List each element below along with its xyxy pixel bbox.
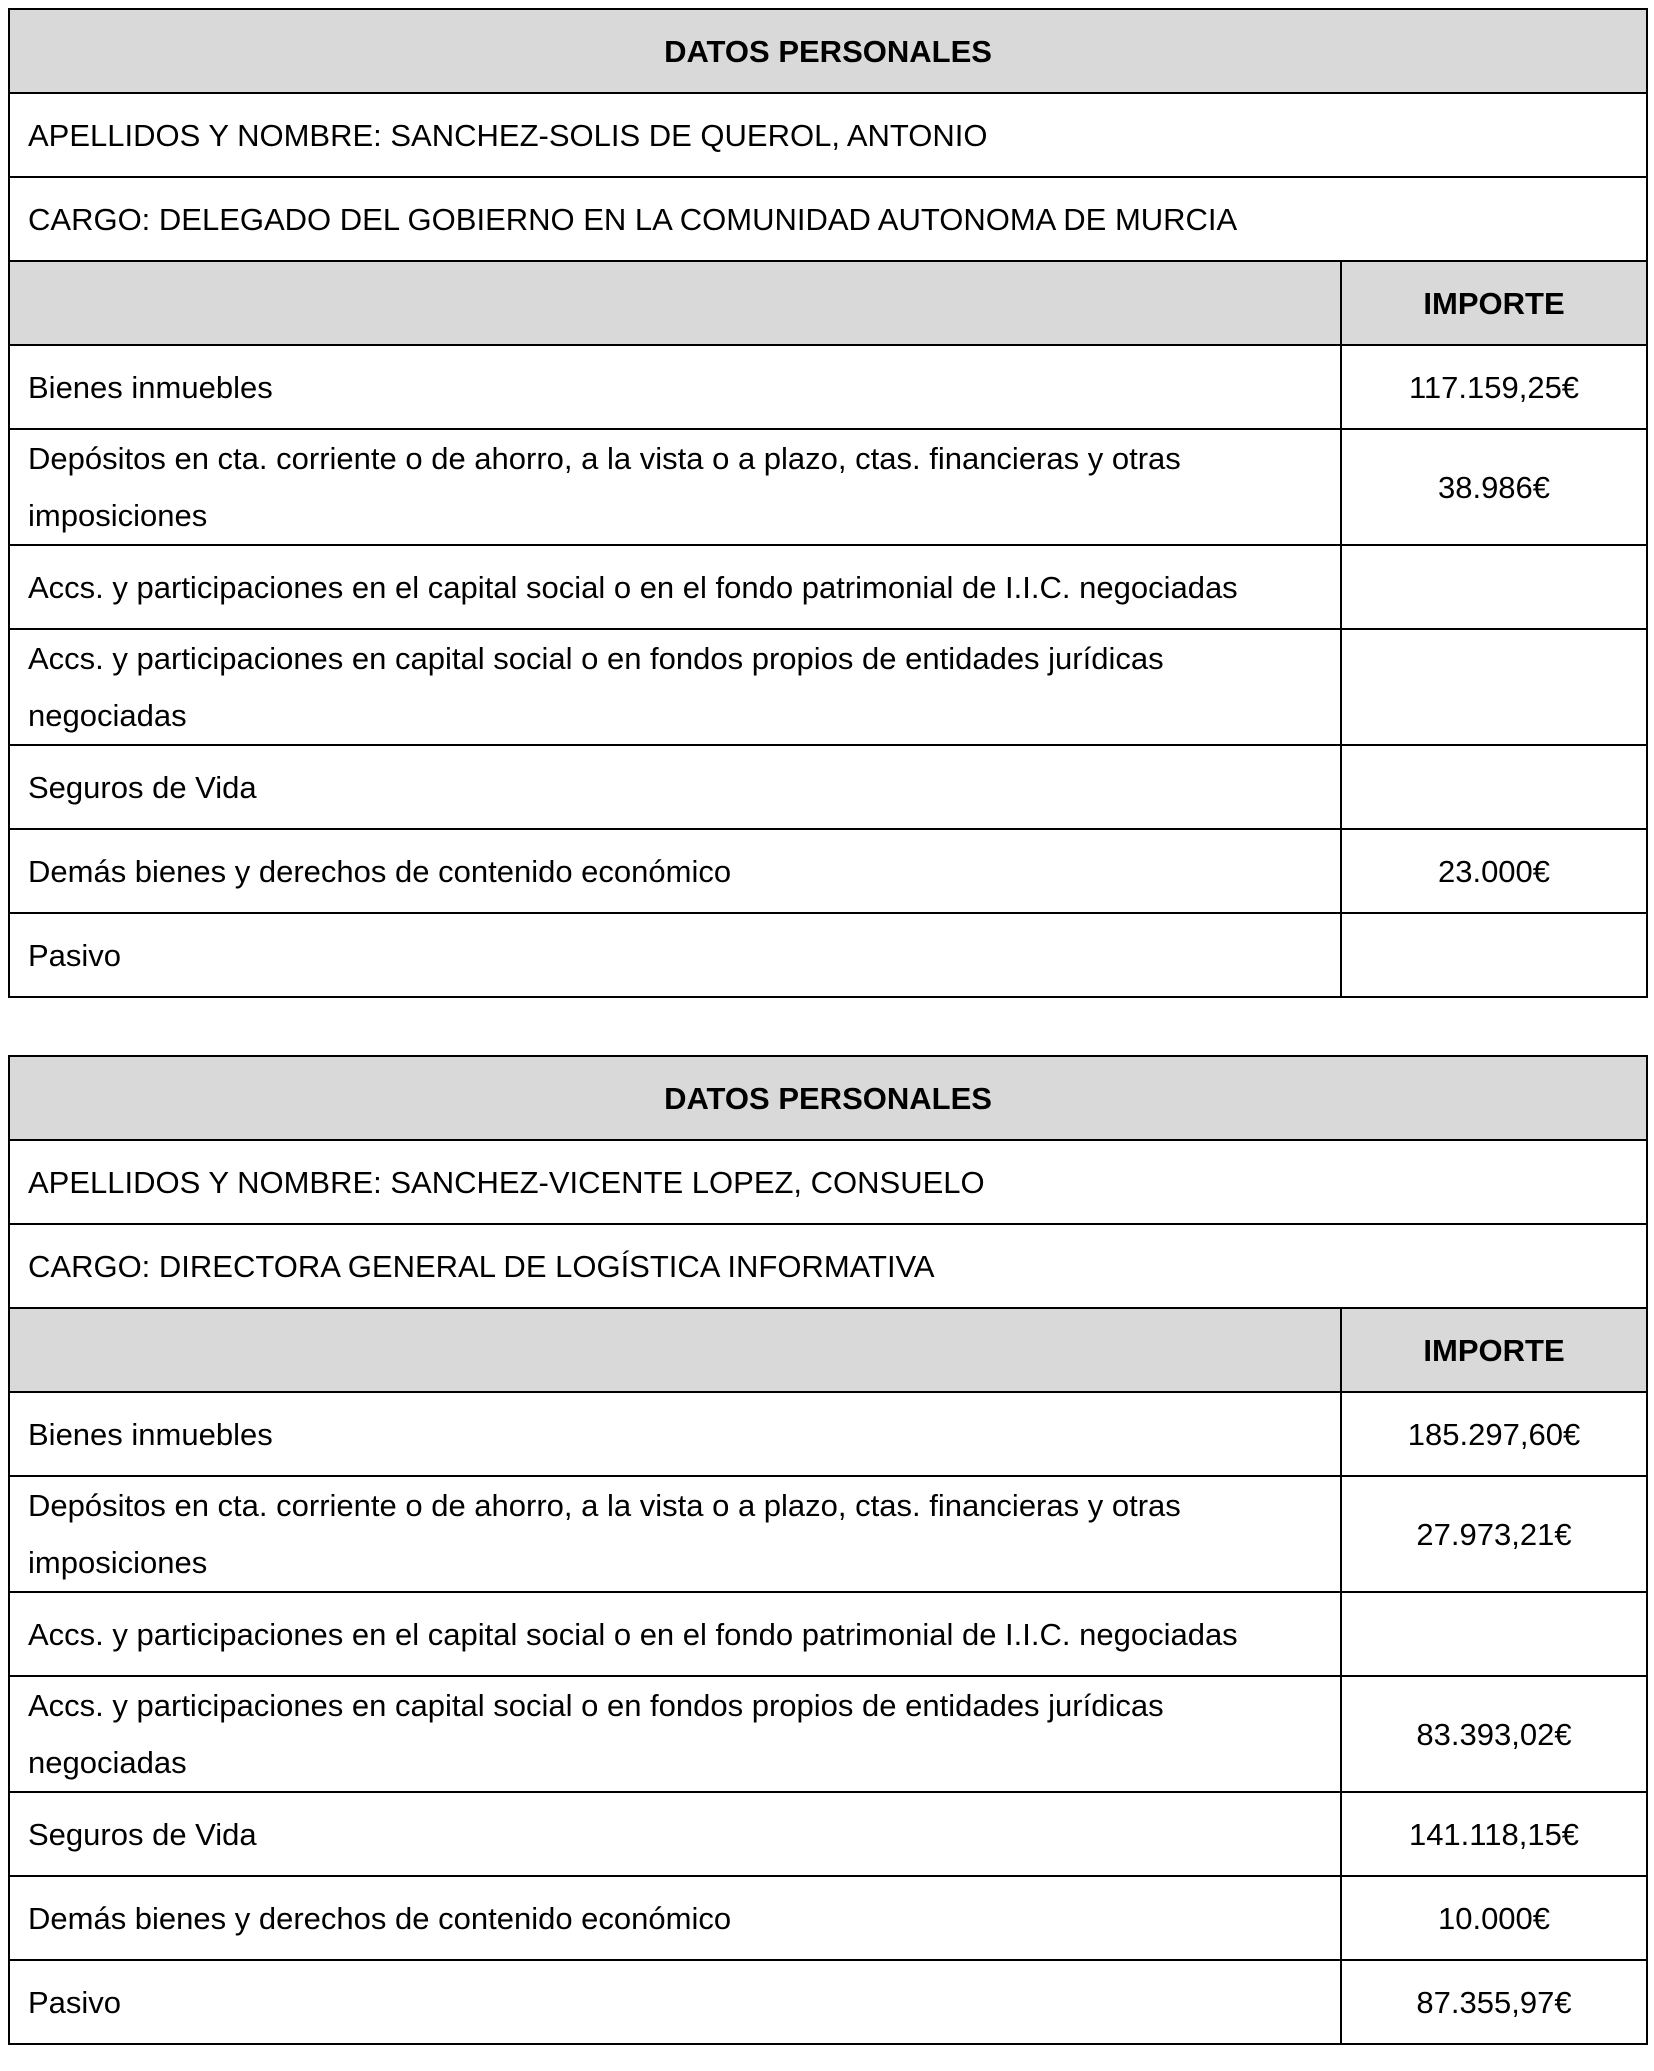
section-title-row bbox=[9, 9, 1647, 93]
row-concept: Demás bienes y derechos de contenido económico bbox=[9, 1876, 1341, 1960]
concept-header-empty bbox=[9, 261, 1341, 345]
row-concept: Seguros de Vida bbox=[9, 745, 1341, 829]
name-line: APELLIDOS Y NOMBRE: SANCHEZ-VICENTE LOPEZ, CONSUELO bbox=[9, 1140, 1647, 1224]
row-amount bbox=[1341, 913, 1647, 997]
table-row bbox=[9, 1876, 1647, 1960]
row-amount: 23.000€ bbox=[1341, 829, 1647, 913]
row-concept: Demás bienes y derechos de contenido económico bbox=[9, 829, 1341, 913]
cargo-row bbox=[9, 1224, 1647, 1308]
table-row bbox=[9, 1676, 1647, 1792]
table-row bbox=[9, 1476, 1647, 1592]
section-title: DATOS PERSONALES bbox=[9, 9, 1647, 93]
concept-header-empty bbox=[9, 1308, 1341, 1392]
declaration-table-2 bbox=[8, 1055, 1648, 2045]
amount-header: IMPORTE bbox=[1341, 261, 1647, 345]
table-row bbox=[9, 429, 1647, 545]
amount-header: IMPORTE bbox=[1341, 1308, 1647, 1392]
row-concept: Bienes inmuebles bbox=[9, 1392, 1341, 1476]
section-title: DATOS PERSONALES bbox=[9, 1056, 1647, 1140]
row-amount: 117.159,25€ bbox=[1341, 345, 1647, 429]
row-amount: 38.986€ bbox=[1341, 429, 1647, 545]
table-row bbox=[9, 545, 1647, 629]
row-amount bbox=[1341, 1592, 1647, 1676]
row-concept: Seguros de Vida bbox=[9, 1792, 1341, 1876]
row-amount: 185.297,60€ bbox=[1341, 1392, 1647, 1476]
row-concept: Accs. y participaciones en capital social o en fondos propios de entidades jurídicas negociadas bbox=[9, 1676, 1341, 1792]
table-row bbox=[9, 1392, 1647, 1476]
section-title-row bbox=[9, 1056, 1647, 1140]
row-amount: 27.973,21€ bbox=[1341, 1476, 1647, 1592]
table-row bbox=[9, 1792, 1647, 1876]
row-amount bbox=[1341, 745, 1647, 829]
row-concept: Bienes inmuebles bbox=[9, 345, 1341, 429]
table-row bbox=[9, 913, 1647, 997]
amount-header-row bbox=[9, 261, 1647, 345]
row-concept: Accs. y participaciones en el capital social o en el fondo patrimonial de I.I.C. negociadas bbox=[9, 545, 1341, 629]
row-amount: 141.118,15€ bbox=[1341, 1792, 1647, 1876]
declaration-table-1 bbox=[8, 8, 1648, 998]
table-row bbox=[9, 1592, 1647, 1676]
amount-header-row bbox=[9, 1308, 1647, 1392]
cargo-row bbox=[9, 177, 1647, 261]
row-amount: 87.355,97€ bbox=[1341, 1960, 1647, 2044]
row-concept: Pasivo bbox=[9, 913, 1341, 997]
row-amount: 10.000€ bbox=[1341, 1876, 1647, 1960]
row-concept: Depósitos en cta. corriente o de ahorro, a la vista o a plazo, ctas. financieras y otras imposiciones bbox=[9, 1476, 1341, 1592]
row-amount: 83.393,02€ bbox=[1341, 1676, 1647, 1792]
row-concept: Accs. y participaciones en el capital social o en el fondo patrimonial de I.I.C. negociadas bbox=[9, 1592, 1341, 1676]
row-amount bbox=[1341, 545, 1647, 629]
name-line: APELLIDOS Y NOMBRE: SANCHEZ-SOLIS DE QUEROL, ANTONIO bbox=[9, 93, 1647, 177]
name-row bbox=[9, 93, 1647, 177]
table-row bbox=[9, 345, 1647, 429]
table-row bbox=[9, 745, 1647, 829]
table-row bbox=[9, 829, 1647, 913]
row-amount bbox=[1341, 629, 1647, 745]
row-concept: Depósitos en cta. corriente o de ahorro, a la vista o a plazo, ctas. financieras y otras imposiciones bbox=[9, 429, 1341, 545]
name-row bbox=[9, 1140, 1647, 1224]
cargo-line: CARGO: DELEGADO DEL GOBIERNO EN LA COMUNIDAD AUTONOMA DE MURCIA bbox=[9, 177, 1647, 261]
row-concept: Accs. y participaciones en capital social o en fondos propios de entidades jurídicas negociadas bbox=[9, 629, 1341, 745]
table-row bbox=[9, 1960, 1647, 2044]
cargo-line: CARGO: DIRECTORA GENERAL DE LOGÍSTICA INFORMATIVA bbox=[9, 1224, 1647, 1308]
row-concept: Pasivo bbox=[9, 1960, 1341, 2044]
table-row bbox=[9, 629, 1647, 745]
